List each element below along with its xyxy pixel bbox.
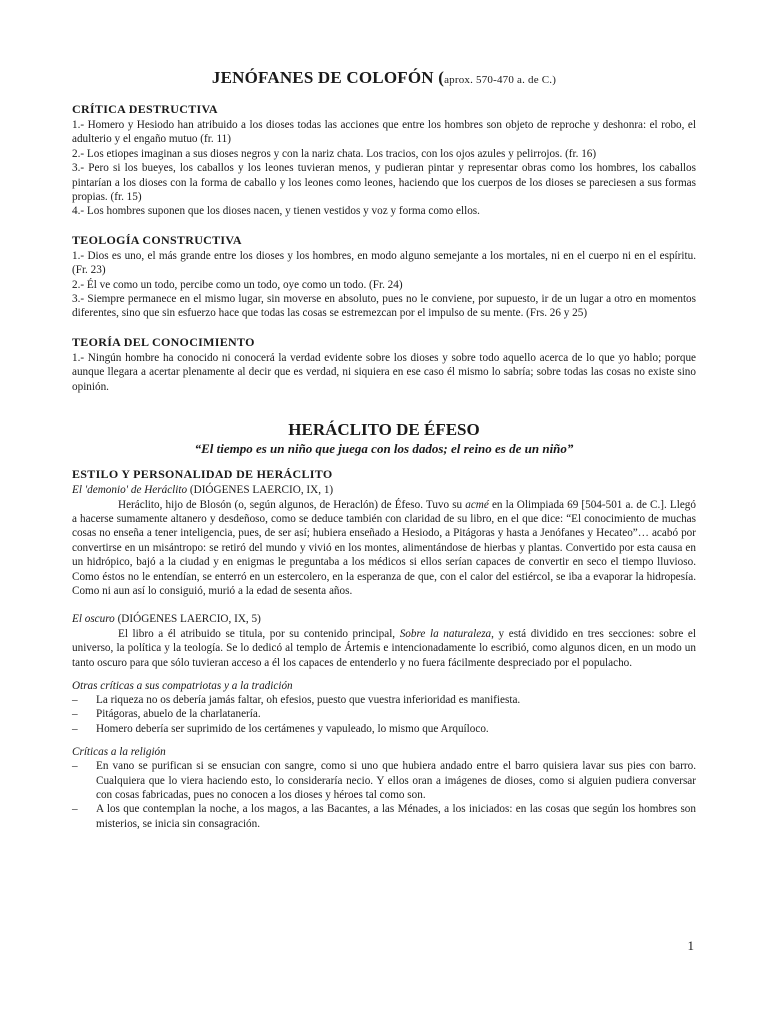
list-item: – La riqueza no os debería jamás faltar, oh efesios, puesto que vuestra inferioridad es manifiesta. — [72, 693, 521, 706]
list-item: 3.- Siempre permanece en el mismo lugar, sin moverse en absoluto, pues no le conviene, por supuesto, ir de un lugar a otro en momentos diferentes, sino que sin esfuerzo hace que todas las cosas se estremezcan por el impulso de su mente. (Frs. 26 y 25) — [72, 293, 696, 320]
list-item: 2.- Él ve como un todo, percibe como un todo, oye como un todo. (Fr. 24) — [72, 278, 403, 291]
list-item: 4.- Los hombres suponen que los dioses nacen, y tienen vestidos y voz y forma como ellos. — [72, 205, 480, 218]
list-item: 1.- Homero y Hesiodo han atribuido a los dioses todas las acciones que entre los hombres son objeto de reproche y deshonra: el robo, el adulterio y el engaño mutuo (fr. 11) — [72, 119, 696, 146]
paragraph-demonio: Heráclito, hijo de Blosón (o, según algunos, de Heraclón) de Éfeso. Tuvo su acmé en la Olimpiada 69 [504-501 a. de C.]. Llegó a hacerse sumamente altanero y desdeñoso, como se deduce también con claridad de su libro, en el que dice: “El conocimiento de muchas cosas no enseña a tener inteligencia, pues, de ser así; hubiera enseñado a Hesiodo, a Pitágoras y hasta a Jenófanes y Hecateo”… acabó por convertirse en un misántropo: se retiró del mundo y vivió en los montes, alimentándose de hierbas y plantas. Convertido por esta causa en un hidrópico, bajó a la ciudad y en enigmas le preguntaba a los médicos si ellos serían capaces de convertir en seco el tiempo lluvioso. Como éstos no le entendían, se enterró en un estercolero, en la esperanza de que, con el calor del estiércol, se iba a evaporar la hidropesía. Como ni aun así lo consiguió, murió a la edad de sesenta años. — [72, 498, 696, 597]
subheading-otras-criticas: Otras críticas a sus compatriotas y a la tradición — [72, 679, 293, 692]
list-item: – Pitágoras, abuelo de la charlatanería. — [72, 708, 261, 721]
section-critica-destructiva: CRÍTICA DESTRUCTIVA — [72, 102, 218, 116]
list-item: 1.- Dios es uno, el más grande entre los dioses y los hombres, en modo alguno semejante a los mortales, ni en el cuerpo ni en el espíritu. (Fr. 23) — [72, 249, 696, 277]
list-item: 1.- Ningún hombre ha conocido ni conocerá la verdad evidente sobre los dioses y sobre todo aquello acerca de lo que yo hablo; porque aunque llegara a acertar plenamente al decir que es verdad, ni siquiera en ese caso él mismo lo sabría; sobre todas las cosas no existe sino opinión. — [72, 351, 696, 393]
list-item: – A los que contemplan la noche, a los magos, a las Bacantes, a las Ménades, a los iniciados: en las cosas que según los hombres son misterios, se inicia sin consagración. — [72, 803, 696, 830]
list-item: – Homero debería ser suprimido de los certámenes y vapuleado, lo mismo que Arquíloco. — [72, 722, 489, 735]
jenofanes-dates: aprox. 570-470 a. de C.) — [444, 74, 557, 86]
heraclito-quote: “El tiempo es un niño que juega con los dados; el reino es de un niño” — [194, 441, 574, 457]
section-teologia-constructiva: TEOLOGÍA CONSTRUCTIVA — [72, 232, 242, 247]
section-teoria-conocimiento: TEORÍA DEL CONOCIMIENTO — [72, 334, 255, 349]
list-item: 3.- Pero si los bueyes, los caballos y los leones tuvieran menos, y pudieran pintar y representar obras como los hombres, los caballos pintarían a los dioses con la forma de caballo y los leones como leones, haciendo que los cuerpos de los dioses se pareciesen a sus formas propias. (fr. 15) — [72, 162, 696, 204]
jenofanes-heading: JENÓFANES DE COLOFÓN (aprox. 570-470 a. de C.) — [211, 68, 557, 87]
subheading-criticas-religion: Críticas a la religión — [72, 746, 166, 759]
paragraph-oscuro: El libro a él atribuido se titula, por su contenido principal, Sobre la naturaleza, y está dividido en tres secciones: sobre el universo, la política y la teología. Se lo dedicó al templo de Ártemis e intencionadamente lo escribió, como algunos dicen, en un modo un tanto oscuro para que sólo tuvieran acceso a él los capaces de entenderlo y no fuera fácilmente despreciado por el populacho. — [72, 627, 696, 669]
list-item: – En vano se purifican si se ensucian con sangre, como si uno que hubiera andado entre el barro quisiera lavar sus pies con barro. Cualquiera que lo viera haciendo esto, lo consideraría necio. Y ellos oran a imágenes de dioses, como si alguien pudiera conversar con cosas fabricadas, pues no conocen a los dioses y héroes tal como son. — [72, 760, 696, 801]
subheading-demonio: El 'demonio' de Heráclito (DIÓGENES LAERCIO, IX, 1) — [72, 484, 334, 497]
subheading-oscuro: El oscuro (DIÓGENES LAERCIO, IX, 5) — [72, 613, 261, 626]
heraclito-heading: HERÁCLITO DE ÉFESO — [288, 420, 480, 440]
section-estilo-personalidad: ESTILO Y PERSONALIDAD DE HERÁCLITO — [72, 467, 333, 482]
list-item: 2.- Los etiopes imaginan a sus dioses negros y con la nariz chata. Los tracios, con los ojos azules y pelirrojos. (fr. 16) — [72, 147, 597, 160]
page-number: 1 — [687, 938, 694, 953]
